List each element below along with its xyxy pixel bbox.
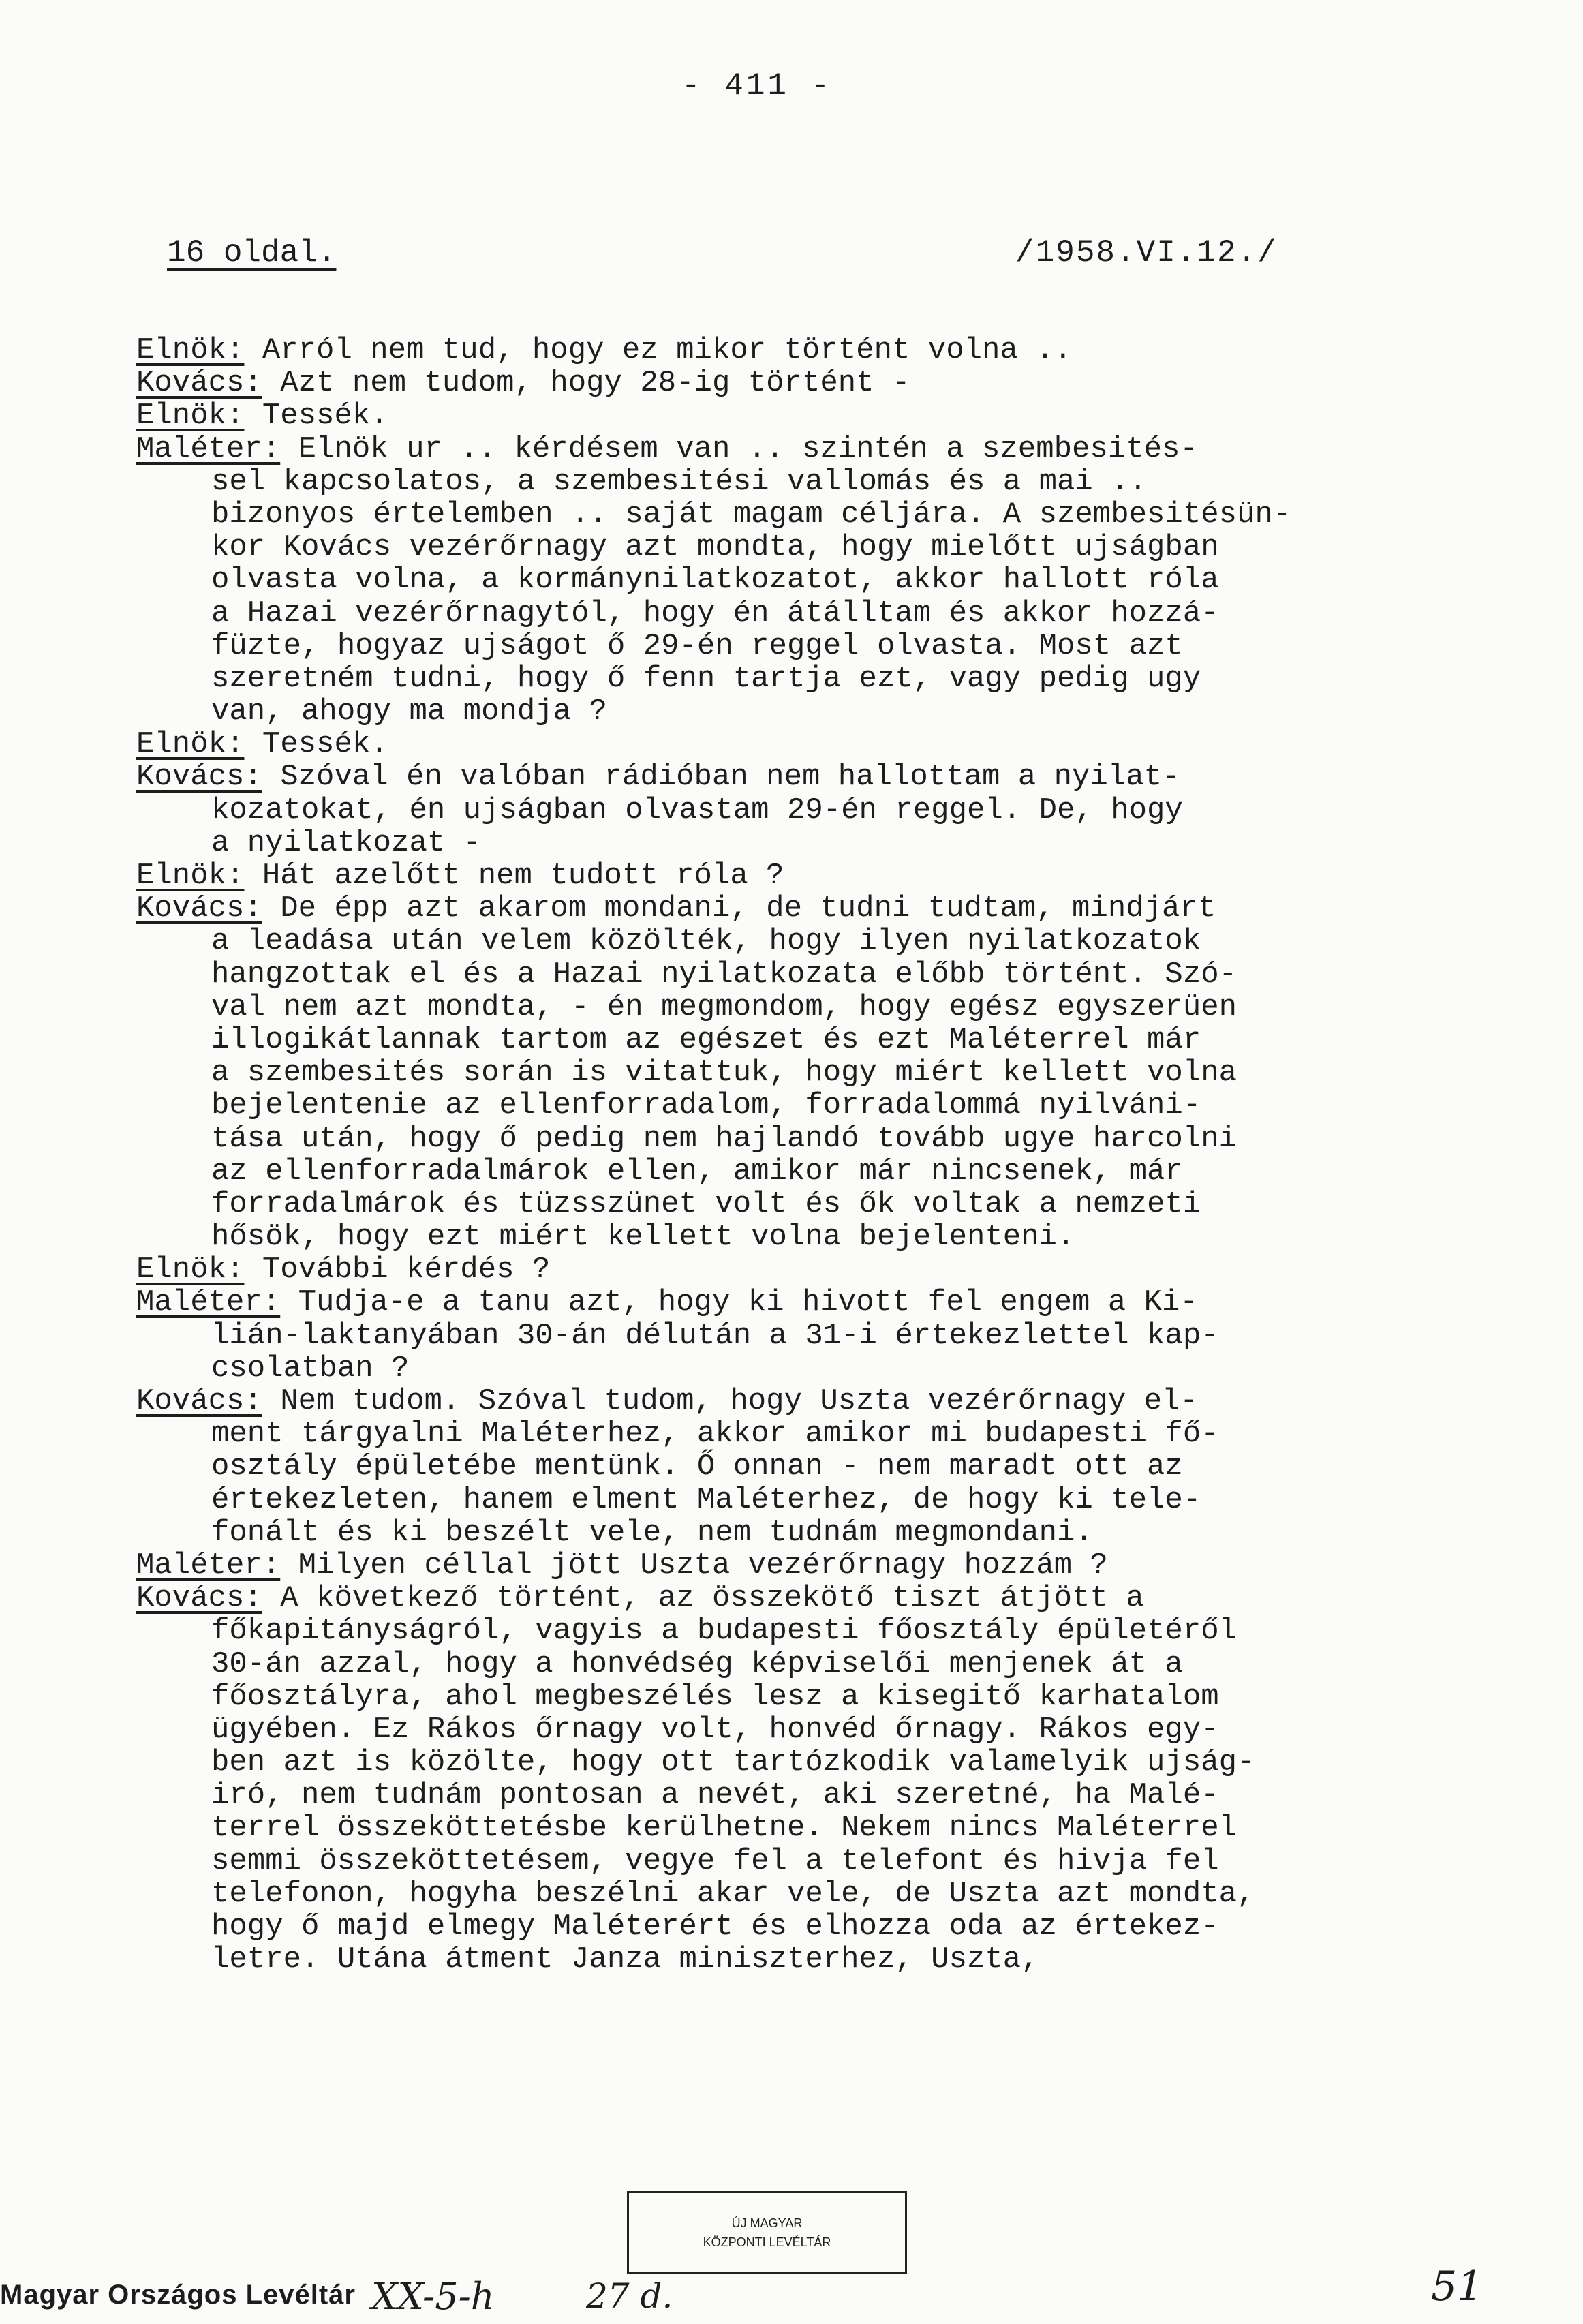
speech-text: van, ahogy ma mondja ? <box>211 694 607 729</box>
transcript-line <box>136 958 1492 991</box>
transcript-line <box>136 1878 1492 1910</box>
transcript-line <box>136 859 1492 892</box>
speech-text: ügyében. Ez Rákos őrnagy volt, honvéd őrnagy. Rákos egy- <box>211 1712 1219 1747</box>
speech-text: a leadása után velem közölték, hogy ilyen nyilatkozatok <box>211 924 1201 959</box>
speech-text: füzte, hogyaz ujságot ő 29-én reggel olvasta. Most azt <box>211 628 1183 663</box>
transcript-line <box>136 531 1492 564</box>
transcript-line <box>136 498 1492 531</box>
transcript-line <box>136 433 1492 465</box>
speaker-label: Kovács: <box>136 1384 262 1418</box>
speaker-label: Elnök: <box>136 333 245 367</box>
transcript-line <box>136 1319 1492 1352</box>
speaker-label: Elnök: <box>136 399 245 433</box>
speech-text: osztály épületébe mentünk. Ő onnan - nem maradt ott az <box>211 1450 1183 1484</box>
speaker-label: Elnök: <box>136 727 245 762</box>
transcript-line <box>136 991 1492 1024</box>
speech-text: tása után, hogy ő pedig nem hajlandó tovább ugye harcolni <box>211 1121 1238 1156</box>
transcript-line <box>136 1024 1492 1056</box>
transcript-line <box>136 794 1492 827</box>
speaker-label: Kovács: <box>136 891 262 926</box>
speech-text: hősök, hogy ezt miért kellett volna bejelenteni. <box>211 1220 1075 1255</box>
transcript-line <box>136 827 1492 859</box>
speech-text: Tudja-e a tanu azt, hogy ki hivott fel engem a Ki- <box>280 1285 1198 1320</box>
speech-text: iró, nem tudnám pontosan a nevét, aki szeretné, ha Malé- <box>211 1778 1219 1813</box>
speech-text: További kérdés ? <box>244 1253 551 1287</box>
speaker-label: Kovács: <box>136 1581 262 1616</box>
transcript-body <box>136 334 1492 1976</box>
transcript-line <box>136 1122 1492 1155</box>
speech-text: kor Kovács vezérőrnagy azt mondta, hogy mielőtt ujságban <box>211 530 1219 565</box>
transcript-line <box>136 597 1492 630</box>
speaker-label: Elnök: <box>136 859 245 893</box>
transcript-line <box>136 1681 1492 1713</box>
transcript-line <box>136 1746 1492 1779</box>
transcript-line <box>136 1484 1492 1516</box>
transcript-line <box>136 334 1492 367</box>
speech-text: kozatokat, én ujságban olvastam 29-én reggel. De, hogy <box>211 793 1183 827</box>
speech-text: illogikátlannak tartom az egészet és ezt Maléterrel már <box>211 1022 1201 1057</box>
speech-text: Tessék. <box>244 399 388 433</box>
speech-text: főosztályra, ahol megbeszélés lesz a kisegitő karhatalom <box>211 1679 1219 1714</box>
transcript-line <box>136 1910 1492 1943</box>
transcript-line <box>136 630 1492 662</box>
speech-text: értekezleten, hanem elment Maléterhez, de hogy ki tele- <box>211 1482 1201 1517</box>
speech-text: Azt nem tudom, hogy 28-ig történt - <box>262 366 910 401</box>
transcript-line <box>136 1943 1492 1976</box>
speech-text: forradalmárok és tüzsszünet volt és ők voltak a nemzeti <box>211 1187 1201 1221</box>
speaker-label: Maléter: <box>136 431 281 466</box>
page-label: 16 oldal. <box>167 235 337 271</box>
transcript-line <box>136 1056 1492 1089</box>
speaker-label: Kovács: <box>136 366 262 401</box>
transcript-line <box>136 695 1492 728</box>
page-number: - 411 - <box>681 68 833 104</box>
speech-text: letre. Utána átment Janza miniszterhez, Uszta, <box>211 1942 1039 1977</box>
archive-signature: XX-5-h <box>371 2275 495 2318</box>
speech-text: Milyen céllal jött Uszta vezérőrnagy hozzám ? <box>280 1548 1108 1583</box>
speech-text: a Hazai vezérőrnagytól, hogy én átálltam és akkor hozzá- <box>211 596 1219 630</box>
transcript-line <box>136 1450 1492 1483</box>
transcript-line <box>136 399 1492 432</box>
transcript-line <box>136 1779 1492 1811</box>
transcript-line <box>136 1713 1492 1746</box>
speaker-label: Elnök: <box>136 1253 245 1287</box>
transcript-line <box>136 1811 1492 1844</box>
speech-text: 30-án azzal, hogy a honvédség képviselői menjenek át a <box>211 1647 1183 1681</box>
transcript-line <box>136 1418 1492 1450</box>
speech-text: A következő történt, az összekötő tiszt átjött a <box>262 1581 1144 1616</box>
transcript-line <box>136 1253 1492 1286</box>
speech-text: bizonyos értelemben .. saját magam céljára. A szembesitésün- <box>211 497 1291 532</box>
speech-text: csolatban ? <box>211 1351 410 1386</box>
transcript-line <box>136 1845 1492 1878</box>
transcript-line <box>136 1188 1492 1221</box>
transcript-line <box>136 1155 1492 1188</box>
transcript-line <box>136 1615 1492 1647</box>
handwritten-mark: 51 <box>1431 2263 1484 2310</box>
transcript-line <box>136 564 1492 596</box>
archive-name: Magyar Országos Levéltár <box>0 2280 356 2310</box>
speech-text: szeretném tudni, hogy ő fenn tartja ezt, vagy pedig ugy <box>211 661 1201 696</box>
speech-text: sel kapcsolatos, a szembesitési vallomás és a mai .. <box>211 464 1148 499</box>
transcript-line <box>136 662 1492 695</box>
transcript-line <box>136 1648 1492 1681</box>
speech-text: lián-laktanyában 30-án délután a 31-i értekezlettel kap- <box>211 1318 1219 1353</box>
speech-text: az ellenforradalmárok ellen, amikor már nincsenek, már <box>211 1154 1183 1189</box>
transcript-line <box>136 1352 1492 1385</box>
speaker-label: Kovács: <box>136 760 262 795</box>
speech-text: Hát azelőtt nem tudott róla ? <box>244 859 784 893</box>
stamp-line: KÖZPONTI LEVÉLTÁR <box>703 2235 831 2249</box>
speech-text: a nyilatkozat - <box>211 825 482 860</box>
speech-text: ben azt is közölte, hogy ott tartózkodik valamelyik ujság- <box>211 1745 1255 1780</box>
speech-text: Arról nem tud, hogy ez mikor történt volna .. <box>244 333 1073 367</box>
transcript-line <box>136 1089 1492 1122</box>
speaker-label: Maléter: <box>136 1285 281 1320</box>
speech-text: val nem azt mondta, - én megmondom, hogy egész egyszerüen <box>211 990 1238 1024</box>
speech-text: telefonon, hogyha beszélni akar vele, de Uszta azt mondta, <box>211 1876 1255 1911</box>
transcript-line <box>136 1582 1492 1615</box>
speech-text: fonált és ki beszélt vele, nem tudnám megmondani. <box>211 1515 1093 1550</box>
transcript-line <box>136 465 1492 498</box>
speech-text: főkapitányságról, vagyis a budapesti főosztály épületéről <box>211 1614 1238 1649</box>
stamp-line: ÚJ MAGYAR <box>731 2216 803 2230</box>
transcript-line <box>136 892 1492 925</box>
speech-text: a szembesités során is vitattuk, hogy miért kellett volna <box>211 1056 1238 1090</box>
transcript-line <box>136 761 1492 793</box>
transcript-line <box>136 925 1492 958</box>
archive-stamp <box>627 2191 907 2274</box>
speech-text: Szóval én valóban rádióban nem hallottam a nyilat- <box>262 760 1180 795</box>
transcript-line <box>136 1549 1492 1582</box>
transcript-line <box>136 1516 1492 1549</box>
transcript-line <box>136 1286 1492 1319</box>
speech-text: Elnök ur .. kérdésem van .. szintén a szembesités- <box>280 431 1198 466</box>
speech-text: terrel összeköttetésbe kerülhetne. Nekem nincs Maléterrel <box>211 1811 1238 1846</box>
speech-text: ment tárgyalni Maléterhez, akkor amikor mi budapesti fő- <box>211 1417 1219 1452</box>
speech-text: hangzottak el és a Hazai nyilatkozata előbb történt. Szó- <box>211 957 1238 992</box>
document-date: /1958.VI.12./ <box>1015 235 1278 271</box>
speech-text: hogy ő majd elmegy Maléterért és elhozza oda az értekez- <box>211 1910 1219 1944</box>
speech-text: olvasta volna, a kormánynilatkozatot, akkor hallott róla <box>211 563 1219 598</box>
transcript-line <box>136 728 1492 761</box>
speech-text: semmi összeköttetésem, vegye fel a telefont és hivja fel <box>211 1844 1219 1878</box>
speech-text: bejelentenie az ellenforradalom, forradalommá nyilváni- <box>211 1088 1201 1123</box>
transcript-line <box>136 367 1492 399</box>
speech-text: Tessék. <box>244 727 388 762</box>
transcript-line <box>136 1385 1492 1418</box>
speech-text: De épp azt akarom mondani, de tudni tudtam, mindjárt <box>262 891 1216 926</box>
speaker-label: Maléter: <box>136 1548 281 1583</box>
handwritten-date: 27 d. <box>586 2276 673 2316</box>
transcript-line <box>136 1221 1492 1253</box>
speech-text: Nem tudom. Szóval tudom, hogy Uszta vezérőrnagy el- <box>262 1384 1198 1418</box>
